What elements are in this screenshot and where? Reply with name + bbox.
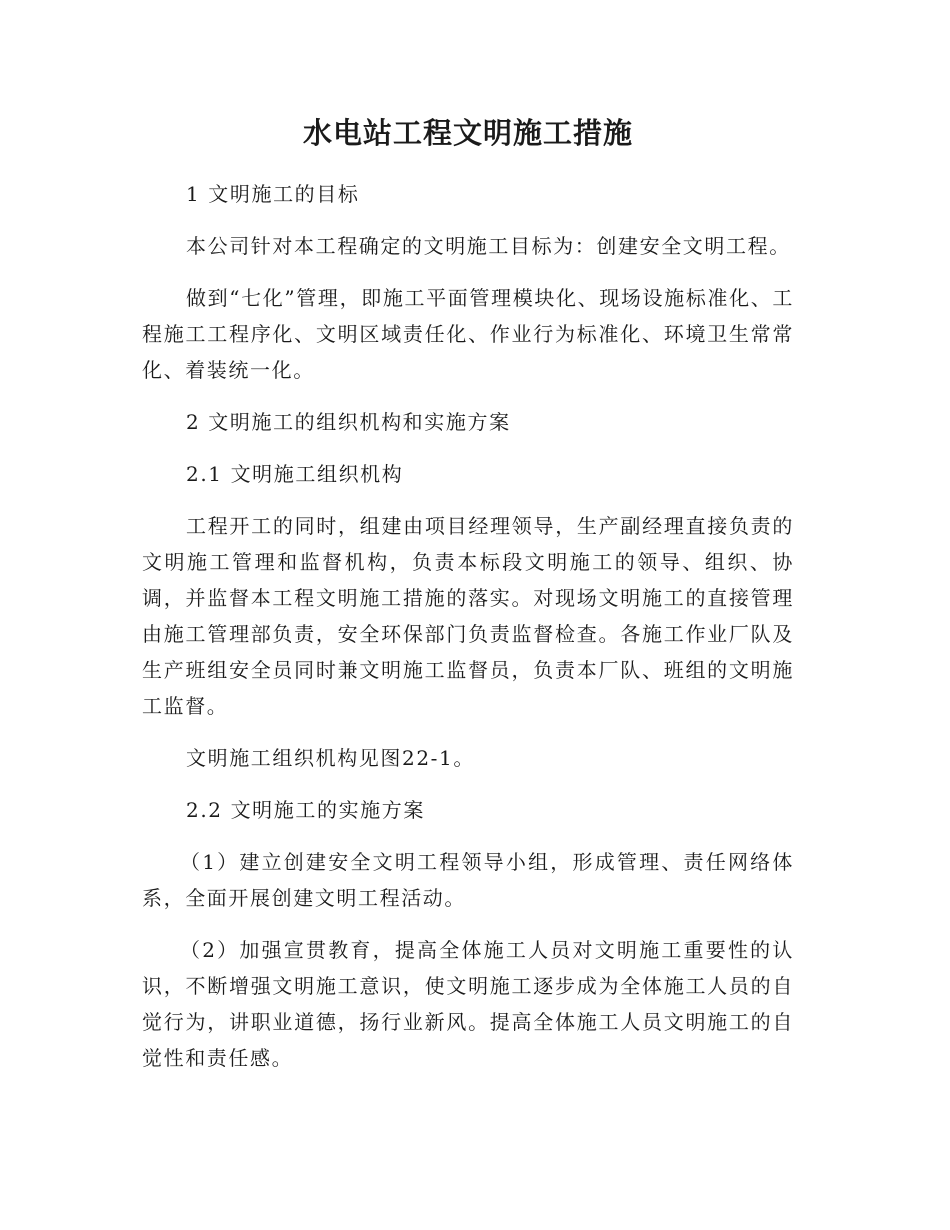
subsection-heading-2-1: 2.1 文明施工组织机构 [186, 462, 404, 486]
document-body [142, 112, 794, 1092]
section-heading-1: 1 文明施工的目标 [186, 182, 360, 206]
document-title: 水电站工程文明施工措施 [302, 116, 633, 150]
seven-management-paragraph: 做到“七化”管理，即施工平面管理模块化、现场设施标准化、工程施工工程序化、文明区域责任化、作业行为标准化、环境卫生常常化、着装统一化。 [142, 286, 794, 382]
figure-reference-paragraph: 文明施工组织机构见图22-1。 [186, 746, 475, 770]
subsection-heading-2-2: 2.2 文明施工的实施方案 [186, 798, 425, 822]
plan-item-2: （2）加强宣贯教育，提高全体施工人员对文明施工重要性的认识，不断增强文明施工意识，使文明施工逐步成为全体施工人员的自觉行为，讲职业道德，扬行业新风。提高全体施工人员文明施工的自觉性和责任感。 [142, 938, 794, 1070]
plan-item-1: （1）建立创建安全文明工程领导小组，形成管理、责任网络体系，全面开展创建文明工程活动。 [142, 850, 794, 910]
organization-paragraph: 工程开工的同时，组建由项目经理领导，生产副经理直接负责的文明施工管理和监督机构，负责本标段文明施工的领导、组织、协调，并监督本工程文明施工措施的落实。对现场文明施工的直接管理由施工管理部负责，安全环保部门负责监督检查。各施工作业厂队及生产班组安全员同时兼文明施工监督员，负责本厂队、班组的文明施工监督。 [142, 514, 794, 718]
section-heading-2: 2 文明施工的组织机构和实施方案 [186, 410, 511, 434]
goal-paragraph: 本公司针对本工程确定的文明施工目标为：创建安全文明工程。 [186, 234, 791, 258]
